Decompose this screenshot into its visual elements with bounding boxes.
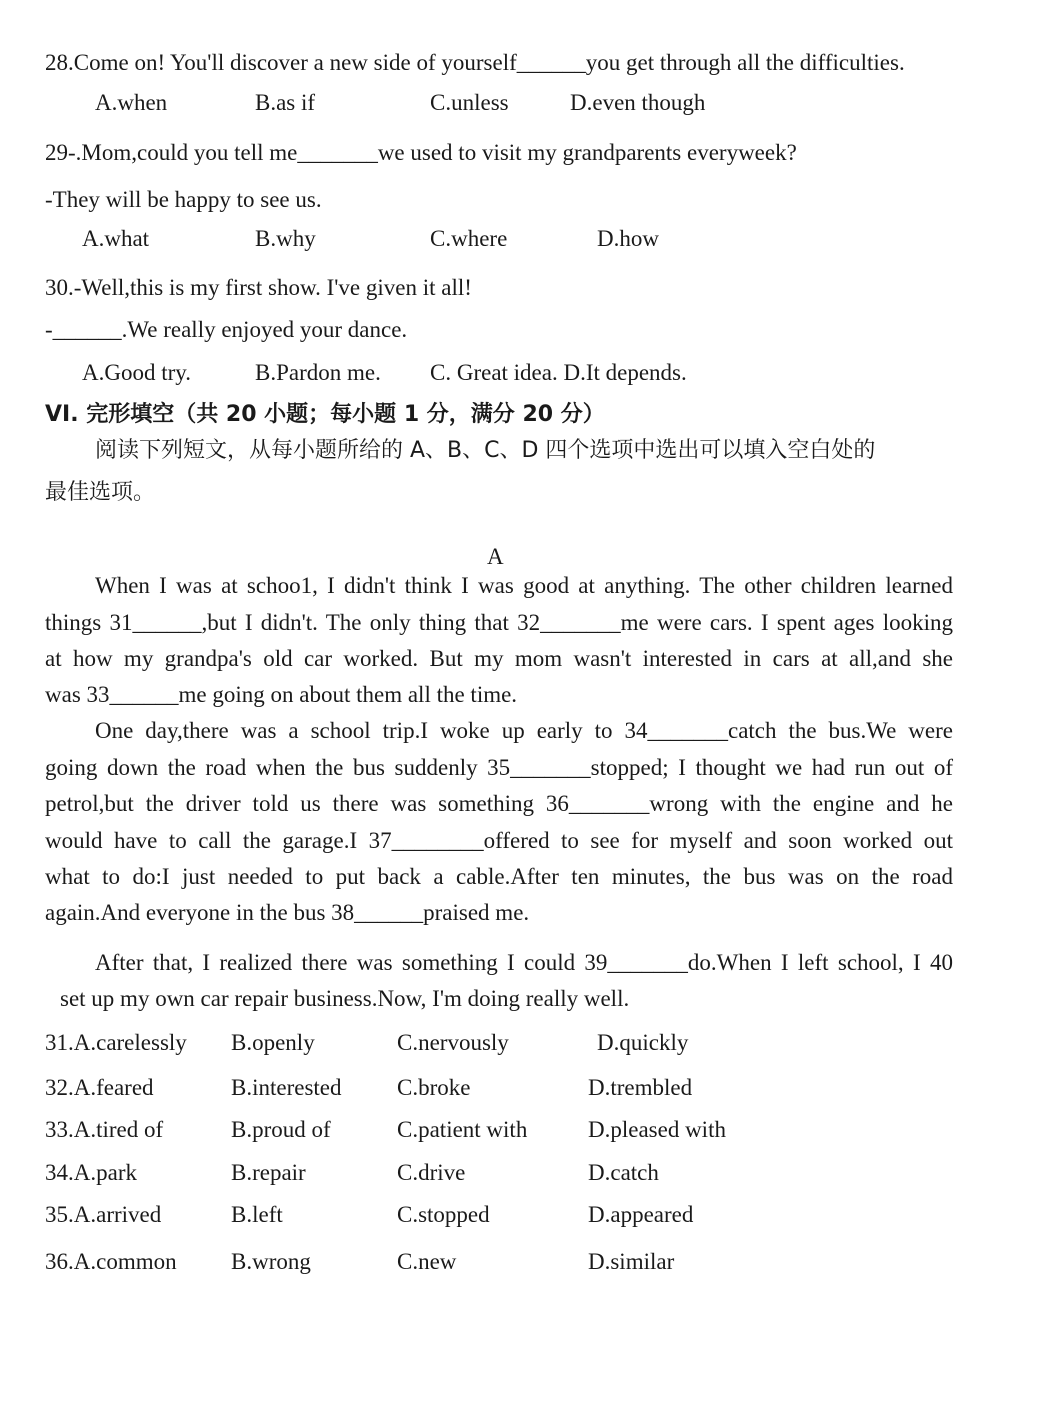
answer-36-a: 36.A.common bbox=[45, 1249, 177, 1274]
passage-line: petrol,but the driver told us there was something 36_______wrong with the engine and he bbox=[45, 791, 953, 816]
q29-option-c: C.where bbox=[430, 226, 508, 251]
q28-option-d: D.even though bbox=[570, 90, 706, 115]
q28-option-b: B.as if bbox=[255, 90, 316, 115]
answer-36-b: B.wrong bbox=[231, 1249, 311, 1274]
answer-35-d: D.appeared bbox=[588, 1202, 694, 1227]
passage-label: A bbox=[487, 544, 504, 569]
q30-option-b: B.Pardon me. bbox=[255, 360, 381, 385]
passage-line: After that, I realized there was something I could 39_______do.When I left school, I 40 bbox=[95, 950, 953, 975]
q29-stem: 29-.Mom,could you tell me_______we used to visit my grandparents everyweek? bbox=[45, 140, 797, 165]
q29-option-d: D.how bbox=[597, 226, 659, 251]
passage-line: going down the road when the bus suddenly 35_______stopped; I thought we had run out of bbox=[45, 755, 953, 780]
answer-31-d: D.quickly bbox=[597, 1030, 689, 1055]
q29-reply: -They will be happy to see us. bbox=[45, 187, 322, 212]
passage-line: When I was at schoo1, I didn't think I was good at anything. The other children learned bbox=[95, 573, 953, 598]
passage-line: set up my own car repair business.Now, I'm doing really well. bbox=[60, 986, 630, 1011]
answer-32-d: D.trembled bbox=[588, 1075, 693, 1100]
q28-stem: 28.Come on! You'll discover a new side of yourself______you get through all the difficulties. bbox=[45, 50, 905, 75]
answer-34-a: 34.A.park bbox=[45, 1160, 137, 1185]
answer-33-a: 33.A.tired of bbox=[45, 1117, 164, 1142]
section-heading: VI. 完形填空（共 20 小题；每小题 1 分，满分 20 分） bbox=[45, 402, 605, 427]
answer-33-b: B.proud of bbox=[231, 1117, 331, 1142]
q30-stem: 30.-Well,this is my first show. I've given it all! bbox=[45, 275, 472, 300]
section-instruction-line1: 阅读下列短文，从每小题所给的 A、B、C、D 四个选项中选出可以填入空白处的 bbox=[95, 438, 876, 463]
answer-34-c: C.drive bbox=[397, 1160, 466, 1185]
q30-option-a: A.Good try. bbox=[82, 360, 192, 385]
passage-line: would have to call the garage.I 37________offered to see for myself and soon worked out bbox=[45, 828, 953, 853]
section-instruction-line2: 最佳选项。 bbox=[45, 480, 156, 505]
answer-34-d: D.catch bbox=[588, 1160, 659, 1185]
passage-line: at how my grandpa's old car worked. But my mom wasn't interested in cars at all,and she bbox=[45, 646, 953, 671]
answer-32-b: B.interested bbox=[231, 1075, 342, 1100]
q28-option-c: C.unless bbox=[430, 90, 509, 115]
answer-31-c: C.nervously bbox=[397, 1030, 509, 1055]
passage-line: was 33______me going on about them all the time. bbox=[45, 682, 518, 707]
q30-reply: -______.We really enjoyed your dance. bbox=[45, 317, 408, 342]
answer-34-b: B.repair bbox=[231, 1160, 306, 1185]
answer-33-d: D.pleased with bbox=[588, 1117, 726, 1142]
answer-31-b: B.openly bbox=[231, 1030, 315, 1055]
answer-36-d: D.similar bbox=[588, 1249, 675, 1274]
answer-33-c: C.patient with bbox=[397, 1117, 528, 1142]
answer-35-b: B.left bbox=[231, 1202, 283, 1227]
answer-35-a: 35.A.arrived bbox=[45, 1202, 162, 1227]
answer-36-c: C.new bbox=[397, 1249, 457, 1274]
answer-32-a: 32.A.feared bbox=[45, 1075, 154, 1100]
passage-line: again.And everyone in the bus 38______praised me. bbox=[45, 900, 530, 925]
q29-option-a: A.what bbox=[82, 226, 150, 251]
passage-line: One day,there was a school trip.I woke up early to 34_______catch the bus.We were bbox=[95, 718, 953, 743]
passage-line: what to do:I just needed to put back a cable.After ten minutes, the bus was on the road bbox=[45, 864, 953, 889]
answer-31-a: 31.A.carelessly bbox=[45, 1030, 187, 1055]
answer-35-c: C.stopped bbox=[397, 1202, 490, 1227]
q28-option-a: A.when bbox=[95, 90, 168, 115]
q30-option-cd: C. Great idea. D.It depends. bbox=[430, 360, 687, 385]
q29-option-b: B.why bbox=[255, 226, 316, 251]
passage-line: things 31______,but I didn't. The only thing that 32_______me were cars. I spent ages looking bbox=[45, 610, 953, 635]
answer-32-c: C.broke bbox=[397, 1075, 471, 1100]
